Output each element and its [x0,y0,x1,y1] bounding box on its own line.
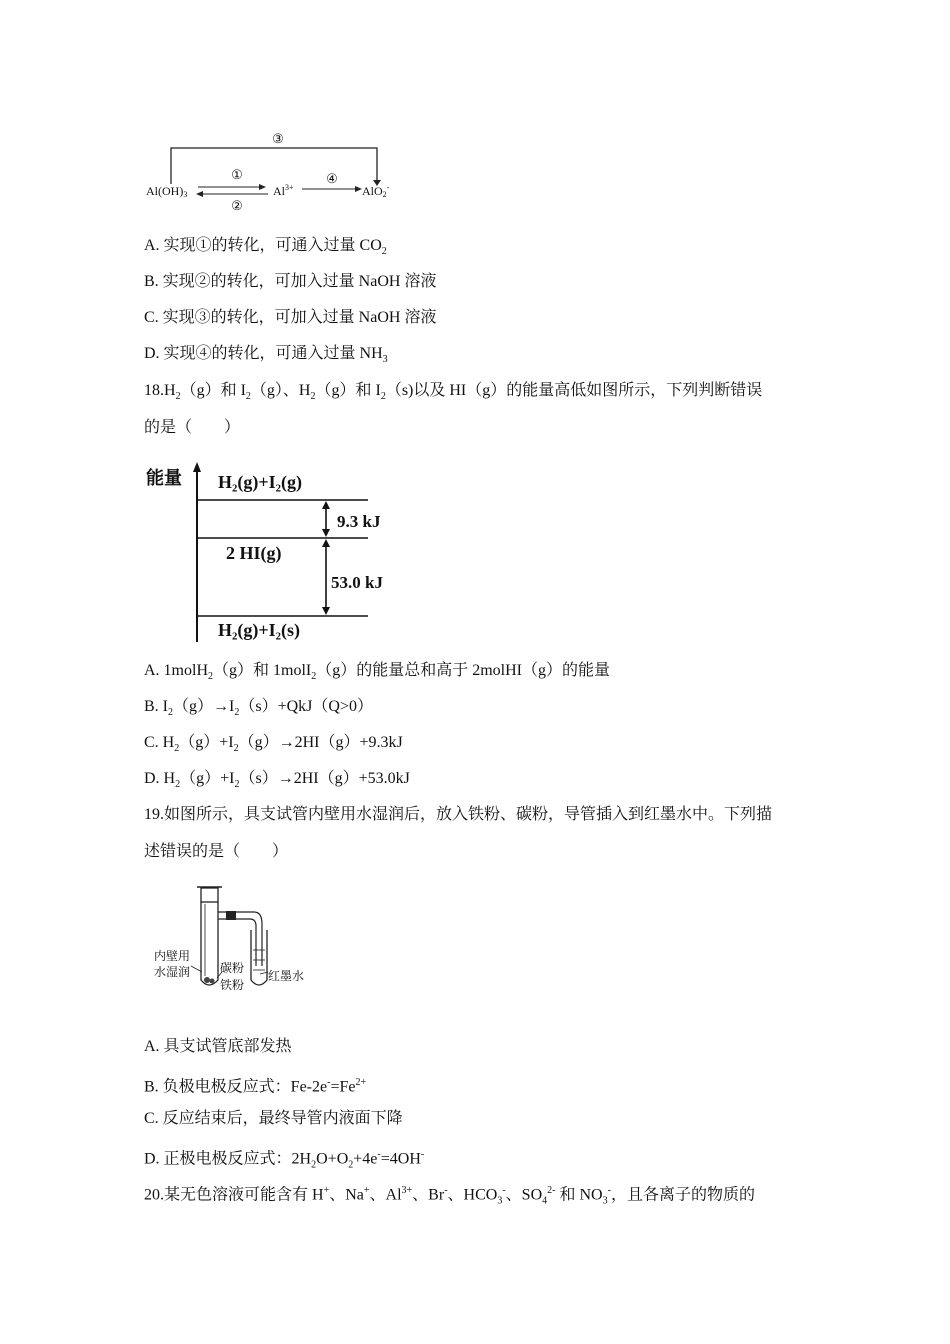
level-2hi: 2 HI(g) [226,543,282,563]
q18-option-a: A. 1molH$_2$（g）和 1molI$_2$（g）的能量总和高于 2molHI（g）的能量 [144,662,611,683]
gap-label-53-0: 53.0 kJ [331,573,383,592]
gap-label-9-3: 9.3 kJ [337,512,381,531]
q19-option-b: B. 负极电极反应式：$Fe-2e^-=Fe^{2+}$ [144,1077,367,1096]
q19-stem: 19.如图所示，具支试管内壁用水湿润后，放入铁粉、碳粉，导管插入到红墨水中。下列描 [144,806,773,823]
label-carbon-powder: 碳粉 [220,961,245,975]
energy-level-diagram [144,458,404,644]
q19-option-d: D. 正极电极反应式：$2H_2O+O_2+4e^-=4OH^-$ [144,1149,425,1171]
arrow-label-4: ④ [326,171,338,186]
q18-option-b: B. $I_2(g)\to I_2(s)+QkJ(Q>0)$ [144,698,373,719]
q17-option-b: B. 实现②的转化，可加入过量 NaOH 溶液 [144,273,437,290]
q18-stem: $18.H_2(g)$和 $I_2(g)$、$H_2(g)$和 $I_2(s)$以及 HI（g）的能量高低如图所示，下列判断错误 [144,382,763,403]
node-aloh3: Al(OH)3 [146,184,188,199]
label-iron-powder: 铁粉 [220,978,245,992]
aluminum-conversion-diagram [140,124,410,220]
arrow-label-1: ① [231,167,243,182]
q17-option-d: D. 实现④的转化，可通入过量 $NH_3$ [144,345,388,366]
q19-option-c: C. 反应结束后，最终导管内液面下降 [144,1110,403,1127]
arrow-label-3: ③ [272,131,284,146]
q17-option-a: A. 实现①的转化，可通入过量 $CO_2$ [144,237,387,258]
q18-option-c: C. $H_2(g)+I_2(g)\to 2HI(g)+9.3kJ$ [144,734,403,755]
q17-option-c: C. 实现③的转化，可加入过量 NaOH 溶液 [144,309,437,326]
node-al3plus: $Al^{3+}$ [273,183,294,198]
level-reactants-gas: H₂(g)+I₂(g) [218,472,303,492]
node-alo2minus: AlO2- [362,183,390,199]
q20-stem: 20.某无色溶液可能含有 H+、Na+、$Al^{3+}$、Br-、$HCO_3^-$、$SO_4^{2-}$ 和 $NO_3^-$，且各离子的物质的 [144,1185,755,1207]
q19-option-a: A. 具支试管底部发热 [144,1038,292,1055]
label-red-ink: 红墨水 [268,969,305,983]
label-inner-wall-1: 内壁用 [154,949,191,963]
level-reactants-solid: H₂(g)+I₂(s) [218,620,301,640]
label-inner-wall-2: 水湿润 [154,965,191,979]
test-tube-apparatus [150,884,320,996]
q19-stem-cont: 述错误的是（ ） [144,843,289,860]
energy-axis-label: 能量 [146,468,182,488]
q18-stem-cont: 的是（ ） [144,419,241,436]
q18-option-d: D. $H_2(g)+I_2(s)\to 2HI(g)+53.0kJ$ [144,770,410,791]
arrow-label-2: ② [231,198,243,213]
